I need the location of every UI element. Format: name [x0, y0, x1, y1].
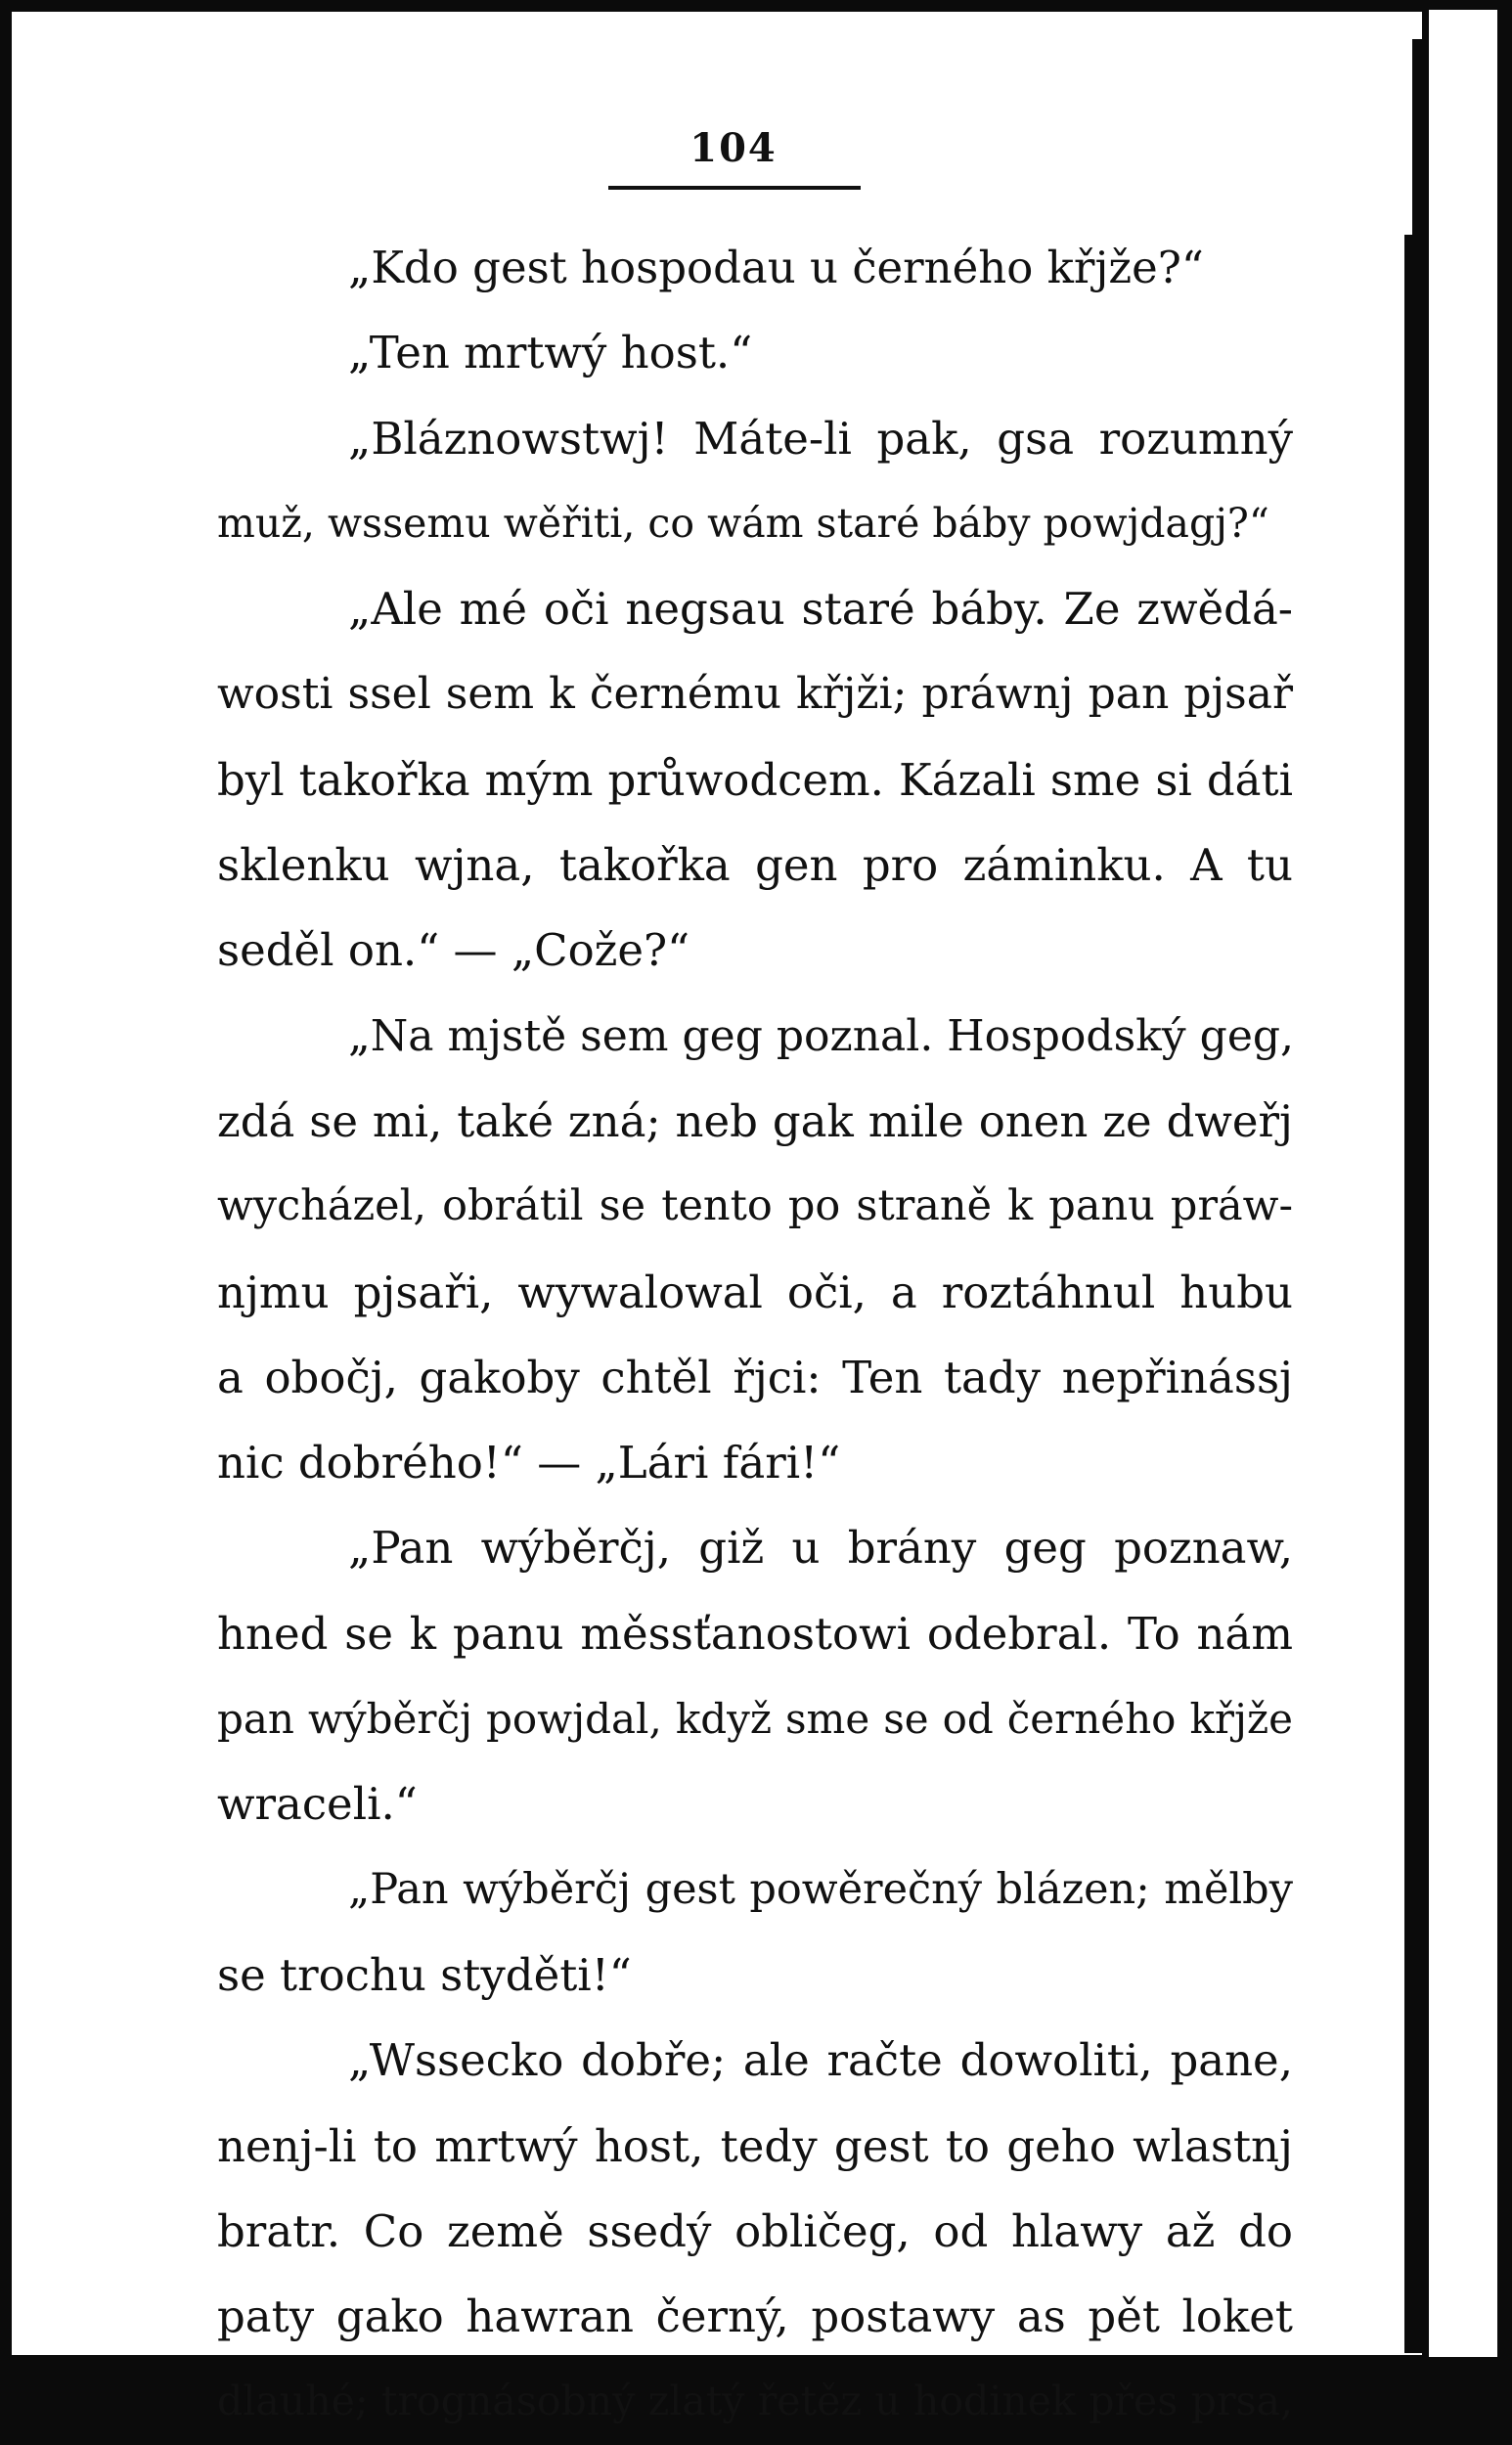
- text-line: nic dobrého!“ — „Lári fári!“: [217, 1437, 841, 1489]
- text-line: a obočj, gakoby chtěl řjci: Ten tady nepřinássj: [217, 1351, 1293, 1403]
- text-line: pan wýběrčj powjdal, když sme se od černého křjže: [217, 1695, 1293, 1744]
- text-line: seděl on.“ — „Cože?“: [217, 924, 690, 977]
- text-line: „Ten mrtwý host.“: [348, 327, 753, 379]
- text-line: se trochu styděti!“: [217, 1948, 632, 2001]
- page-gutter-shadow: [1404, 235, 1422, 2353]
- text-line: „Pan wýběrčj gest powěrečný blázen; mělby: [348, 1864, 1293, 1914]
- facing-page-edge: [1429, 10, 1497, 2357]
- text-line: njmu pjsaři, wywalowal oči, a roztáhnul hubu: [217, 1266, 1293, 1318]
- text-line: „Bláznowstwj! Máte-li pak, gsa rozumný: [348, 412, 1293, 465]
- text-line: wosti ssel sem k černému křjži; práwnj pan pjsař: [217, 669, 1293, 720]
- text-line: hned se k panu měssťanostowi odebral. To nám: [217, 1607, 1293, 1660]
- text-line: „Na mjstě sem geg poznal. Hospodský geg,: [348, 1010, 1295, 1061]
- text-line: „Ale mé oči negsau staré báby. Ze zwědá-: [348, 583, 1293, 636]
- text-line: paty gako hawran černý, postawy as pět loket: [217, 2290, 1293, 2343]
- text-line: sklenku wjna, takořka gen pro záminku. A tu: [217, 839, 1293, 892]
- text-line: „Kdo gest hospodau u černého křjže?“: [348, 242, 1204, 293]
- text-line: dlauhé; trognásobný zlatý řetěz u hodinek přes prsa,: [217, 2378, 1293, 2425]
- text-line: wraceli.“: [217, 1778, 418, 1831]
- text-line: zdá se mi, také zná; neb gak mile onen ze dweřj: [217, 1094, 1293, 1147]
- text-line: muž, wssemu wěřiti, co wám staré báby powjdagj?“: [217, 499, 1269, 547]
- text-line: byl takořka mým průwodcem. Kázali sme si dáti: [217, 753, 1293, 806]
- page-number: 104: [689, 125, 778, 171]
- text-line: „Wssecko dobře; ale račte dowoliti, pane,: [348, 2034, 1293, 2087]
- text-line: bratr. Co země ssedý obličeg, od hlawy až do: [217, 2204, 1293, 2257]
- body-text: [217, 225, 1293, 2445]
- page-gutter-shadow-top: [1412, 39, 1422, 235]
- page-number-rule: [608, 186, 861, 190]
- text-line: nenj-li to mrtwý host, tedy gest to geho wlastnj: [217, 2119, 1293, 2172]
- text-line: „Pan wýběrčj, giž u brány geg poznaw,: [348, 1522, 1293, 1575]
- text-line: wycházel, obrátil se tento po straně k panu práw-: [217, 1181, 1293, 1231]
